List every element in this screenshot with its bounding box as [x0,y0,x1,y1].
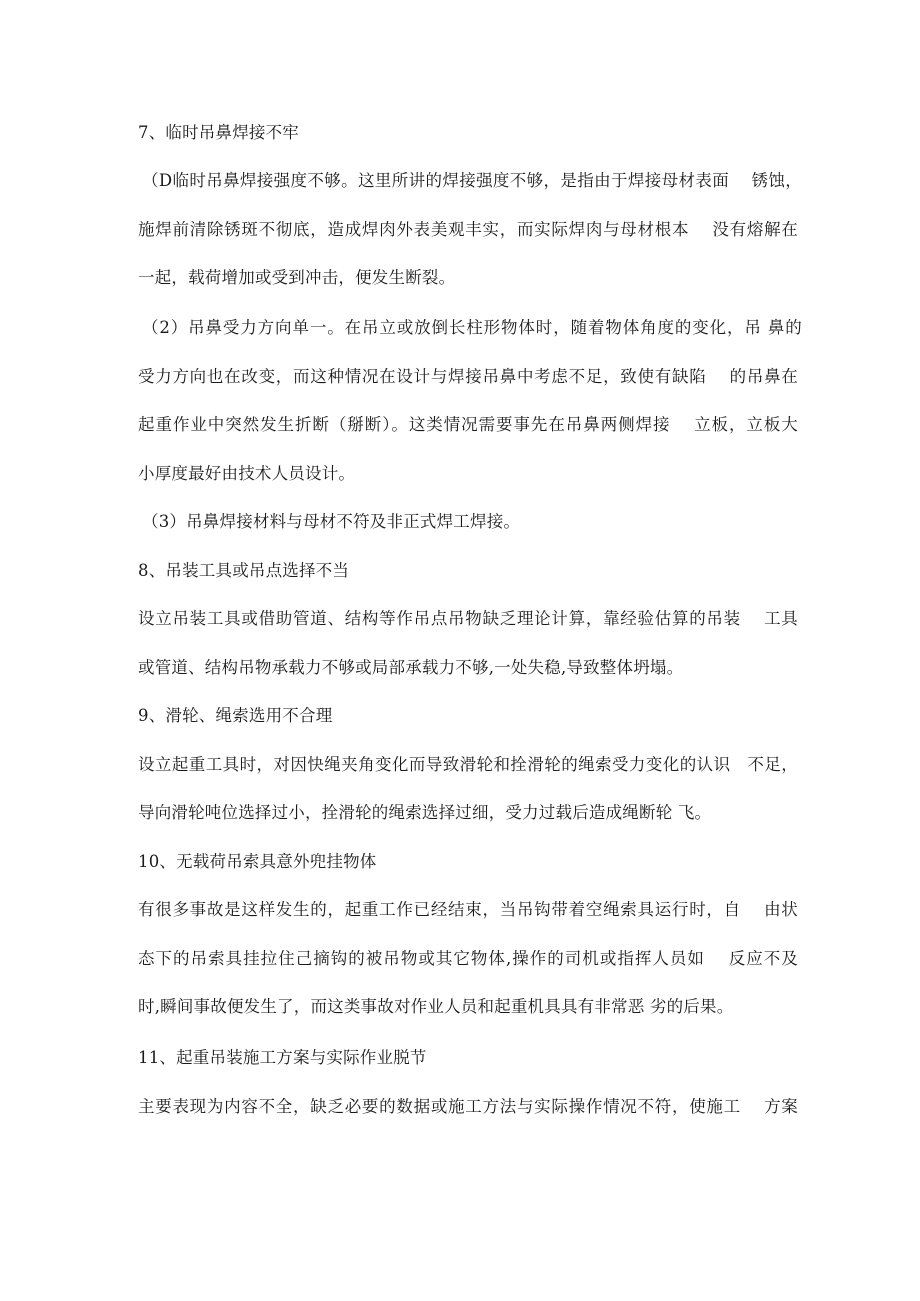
section-heading-10: 10、无载荷吊索具意外兜挂物体 [138,852,377,871]
paragraph-line: 施焊前清除锈斑不彻底，造成焊肉外表美观丰实，而实际焊肉与母材根本 没有熔解在 [138,220,798,239]
paragraph-line: 有很多事故是这样发生的，起重工作已经结束，当吊钩带着空绳索具运行时，自 由状 [138,900,798,919]
paragraph-line: 设立吊装工具或借助管道、结构等作吊点吊物缺乏理论计算，靠经验估算的吊装 工具 [138,609,798,628]
section-heading-7: 7、临时吊鼻焊接不牢 [138,123,299,142]
paragraph-line: 主要表现为内容不全，缺乏必要的数据或施工方法与实际操作情况不符，使施工 方案 [138,1097,798,1116]
paragraph-line: 起重作业中突然发生折断（掰断）。这类情况需要事先在吊鼻两侧焊接 立板，立板大 [138,415,798,434]
paragraph-line: 一起，载荷增加或受到冲击，便发生断裂。 [138,268,456,287]
paragraph-line: 态下的吊索具挂拉住己摘钩的被吊物或其它物体,操作的司机或指挥人员如 反应不及 [138,949,798,968]
section-heading-9: 9、滑轮、绳索选用不合理 [138,706,333,725]
paragraph-line: 小厚度最好由技术人员设计。 [138,464,356,483]
paragraph-line: 导向滑轮吨位选择过小，拴滑轮的绳索选择过细，受力过载后造成绳断轮 飞。 [138,803,712,822]
paragraph-line: （Ⅾ临时吊鼻焊接强度不够。这里所讲的焊接强度不够，是指由于焊接母材表面 锈蚀， [142,171,802,190]
paragraph-line: （3）吊鼻焊接材料与母材不符及非正式焊工焊接。 [142,512,521,531]
paragraph-line: 或管道、结构吊物承载力不够或局部承载力不够,一处失稳,导致整体坍塌。 [138,658,684,677]
paragraph-line: 设立起重工具时，对因快绳夹角变化而导致滑轮和拴滑轮的绳索受力变化的认识 不足， [138,755,798,774]
paragraph-line: （2）吊鼻受力方向单一。在吊立或放倒长柱形物体时，随着物体角度的变化，吊 鼻的 [142,318,802,337]
paragraph-line: 时,瞬间事故便发生了，而这类事故对作业人员和起重机具具有非常恶 劣的后果。 [138,997,734,1016]
paragraph-line: 受力方向也在改变，而这种情况在设计与焊接吊鼻中考虑不足，致使有缺陷 的吊鼻在 [138,367,798,386]
section-heading-8: 8、吊装工具或吊点选择不当 [138,561,350,580]
section-heading-11: 11、起重吊装施工方案与实际作业脱节 [138,1048,427,1067]
